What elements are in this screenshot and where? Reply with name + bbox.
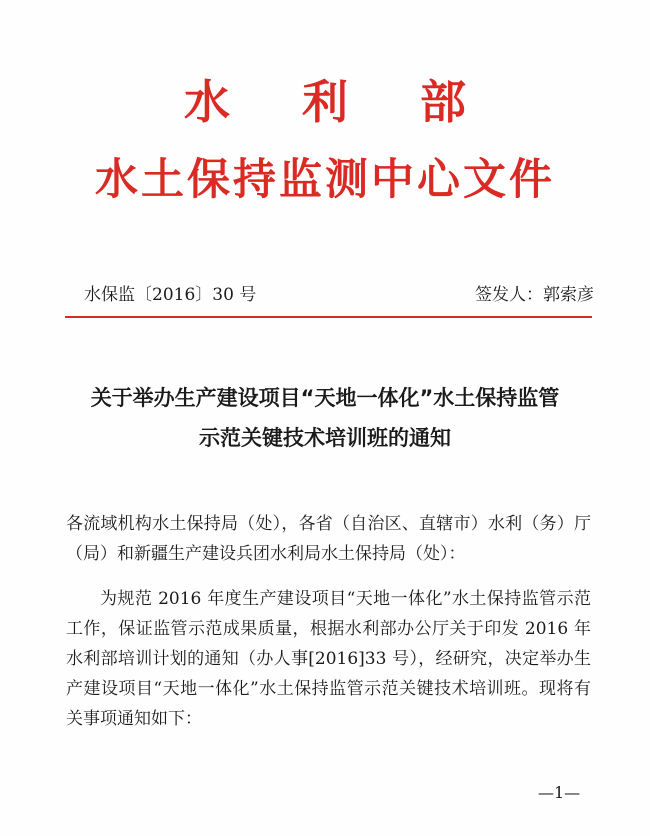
issuer: 签发人：郭索彦 [475,285,594,305]
page-number: —1— [538,783,581,802]
document-number: 水保监〔2016〕30 号 [84,285,257,305]
issuing-ministry: 水 利 部 [183,75,495,129]
addressee: 各流域机构水土保持局（处），各省（自治区、直辖市）水利（务）厅（局）和新疆生产建设兵团水利局水土保持局（处）： [66,514,591,564]
red-divider [65,316,592,318]
issuing-center-title: 水土保持监测中心文件 [95,155,555,205]
notice-title-line2: 示范关键技术培训班的通知 [199,426,451,450]
body-paragraph: 为规范 2016 年度生产建设项目“天地一体化”水土保持监管示范工作，保证监管示范成果质量，根据水利部办公厅关于印发 2016 年水利部培训计划的通知（办人事[2016]33 号），经研究，决定举办生产建设项目“天地一体化”水土保持监管示范关键技术培训班。现将有关事项通知如下： [66,589,591,729]
notice-title-line1: 关于举办生产建设项目“天地一体化”水土保持监管 [90,386,560,410]
